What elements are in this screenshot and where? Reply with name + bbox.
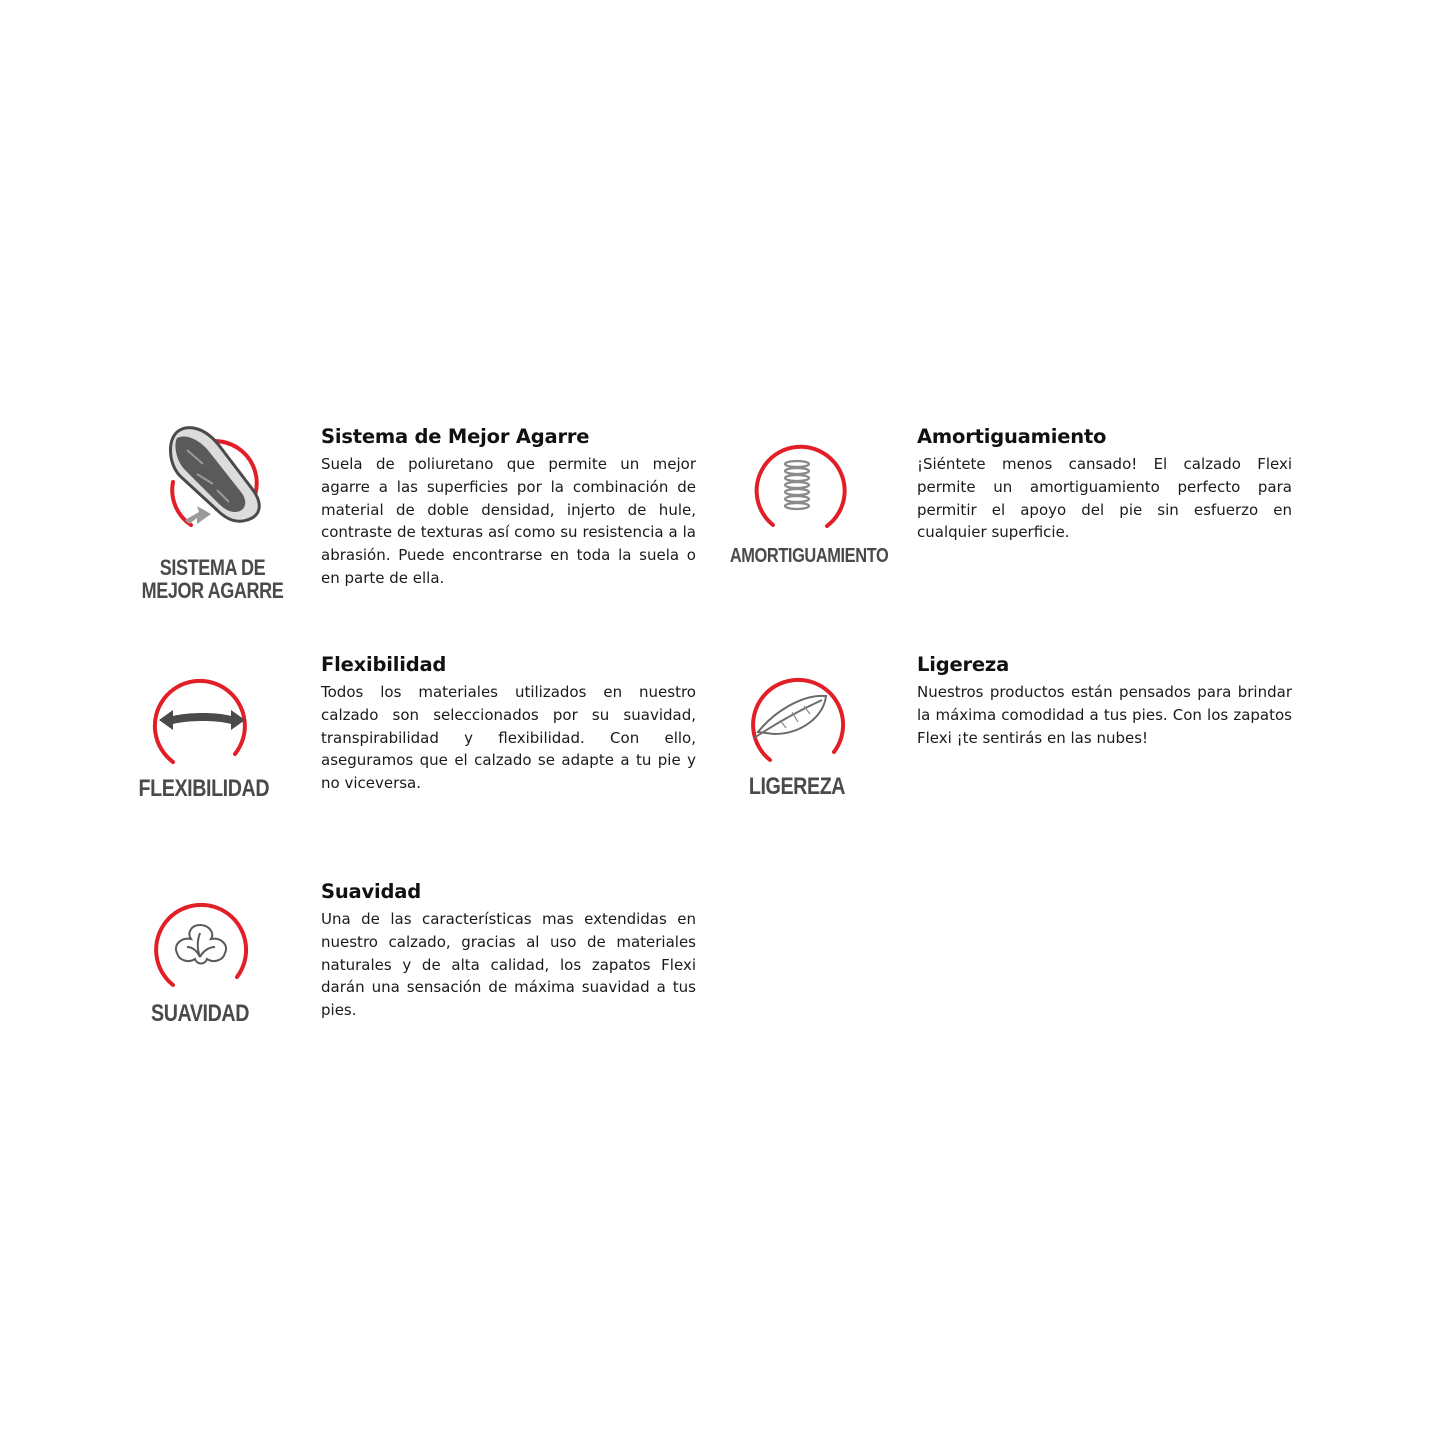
cushion-title: Amortiguamiento (917, 425, 1107, 448)
grip-title: Sistema de Mejor Agarre (321, 425, 590, 448)
cushion-badge-label-line-1: AMORTIGUAMIENTO (729, 545, 889, 567)
grip-description: Suela de poliuretano que permite un mejor agarre a las superficies por la combinación de material de doble densidad, injerto de hule, contraste de texturas así como su resistencia a la abrasión. Puede encontrarse en toda la suela o en parte de ella. (321, 455, 696, 587)
light-title: Ligereza (917, 653, 1010, 676)
grip-badge-label-line-2: MEJOR AGARRE (141, 578, 284, 604)
cushion-badge (715, 440, 889, 580)
grip-badge (125, 420, 300, 610)
soft-badge (125, 893, 275, 1033)
soft-description: Una de las características mas extendidas en nuestro calzado, gracias al uso de materiales naturales y de alta calidad, los zapatos Flexi darán una sensación de máxima suavidad a tus pies. (321, 910, 696, 1020)
light-badge-label-line-1: LIGEREZA (748, 773, 846, 800)
feature-icon-svg (722, 668, 872, 773)
soft-badge-label-line-1: SUAVIDAD (150, 1000, 250, 1027)
soft-badge-label (139, 1001, 262, 1026)
cushion-badge-label (729, 545, 889, 567)
light-badge (722, 668, 872, 808)
cotton-icon (125, 893, 275, 998)
flex-badge-label (138, 775, 270, 802)
light-description: Nuestros productos están pensados para brindar la máxima comodidad a tus pies. Con los zapatos Flexi ¡te sentirás en las nubes! (917, 683, 1292, 747)
feather-icon (754, 696, 826, 738)
double-arrow-icon (125, 668, 275, 773)
soft-title: Suavidad (321, 880, 421, 903)
flex-badge (125, 668, 275, 808)
flex-description: Todos los materiales utilizados en nuestro calzado son seleccionados por su suavidad, transpirabilidad y flexibilidad. Con ello, aseguramos que el calzado se adapte a tu pie y no viceversa. (321, 683, 696, 793)
shoe-sole-icon (125, 420, 300, 560)
spring-icon (715, 440, 880, 540)
grip-badge-label (141, 556, 285, 602)
grip-badge-label-line-1: SISTEMA DE (159, 555, 266, 580)
flex-title: Flexibilidad (321, 653, 447, 676)
flex-badge-label-line-1: FLEXIBILIDAD (138, 775, 270, 802)
light-badge-label (736, 774, 859, 799)
cushion-description: ¡Siéntete menos cansado! El calzado Flexi permite un amortiguamiento perfecto para permitir el apoyo del pie sin esfuerzo en cualquier superficie. (917, 455, 1292, 542)
